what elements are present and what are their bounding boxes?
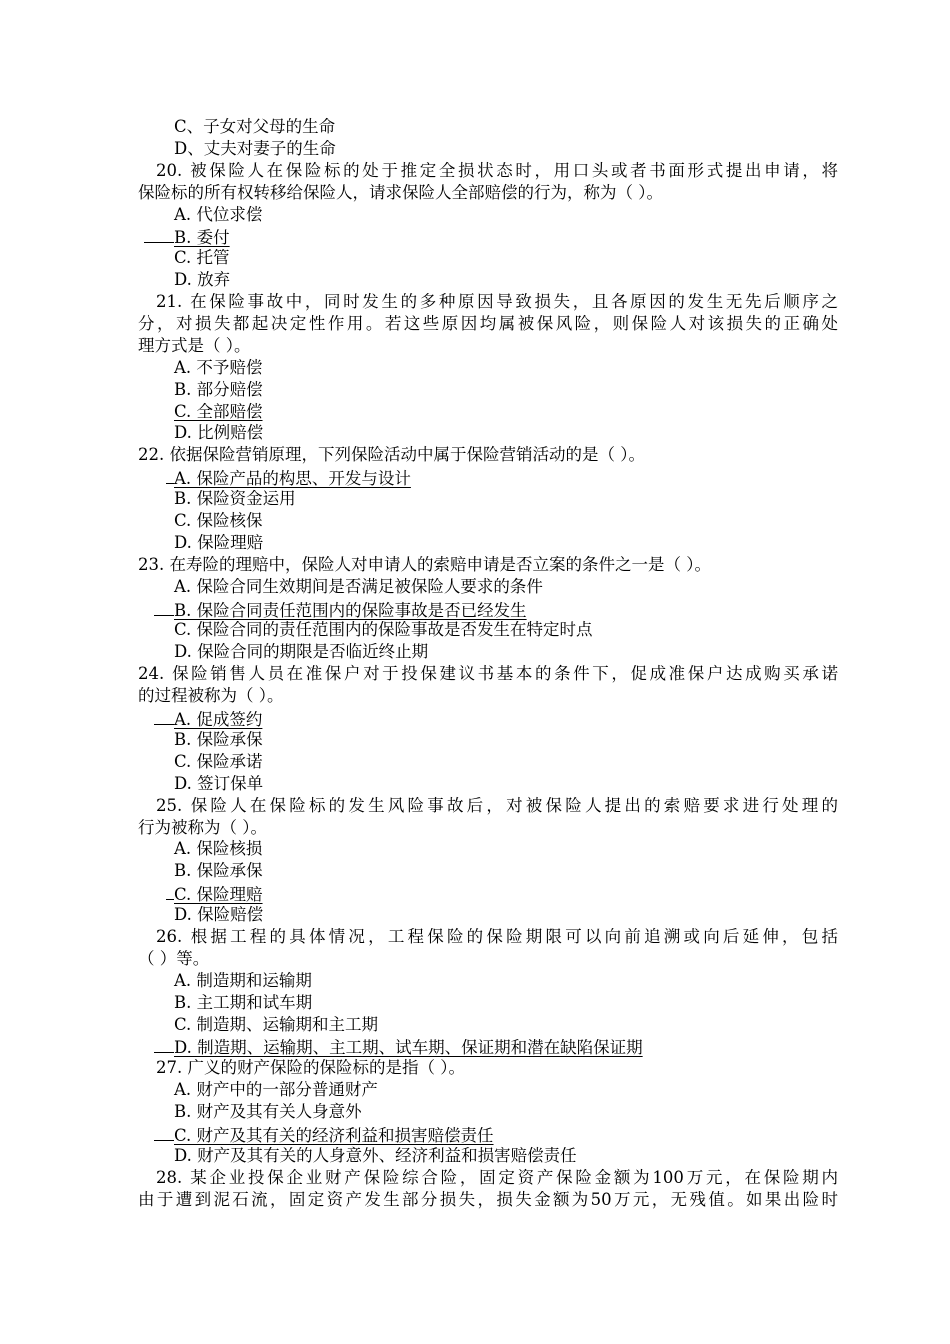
underline-lead: [154, 1035, 174, 1053]
question-text-line: 21. 在保险事故中，同时发生的多种原因导致损失，且各原因的发生无先后顺序之: [156, 292, 838, 312]
option-line: D、丈夫对妻子的生命: [174, 138, 336, 158]
underline-lead: [166, 882, 174, 900]
question-text-line: 27. 广义的财产保险的保险标的是指（ ）。: [156, 1058, 465, 1078]
question-text-line: 24. 保险销售人员在准保户对于投保建议书基本的条件下，促成准保户达成购买承诺: [138, 664, 838, 684]
question-list: [138, 116, 838, 1211]
option-line: C. 制造期、运输期和主工期: [174, 1014, 379, 1034]
option-line: C、子女对父母的生命: [174, 117, 336, 136]
option-line: C. 保险合同的责任范围内的保险事故是否发生在特定时点: [174, 620, 593, 640]
answer-option-line: [138, 1123, 838, 1145]
option-line: D. 签订保单: [174, 773, 264, 793]
answer-option-line: [138, 466, 838, 488]
question-text-line: 22. 依据保险营销原理，下列保险活动中属于保险营销活动的是（ ）。: [138, 445, 645, 465]
question-text-line: （ ）等。: [138, 948, 210, 968]
option-line: D. 财产及其有关的人身意外、经济利益和损害赔偿责任: [174, 1145, 577, 1165]
option-line: B. 保险资金运用: [174, 489, 296, 509]
question-text-line: 保险标的所有权转移给保险人，请求保险人全部赔偿的行为，称为（ ）。: [138, 182, 663, 202]
correct-answer-text: A. 促成签约: [174, 710, 263, 730]
underline-lead: [144, 225, 174, 243]
correct-answer-text: B. 保险合同责任范围内的保险事故是否已经发生: [174, 600, 527, 620]
option-line: A. 财产中的一部分普通财产: [174, 1080, 378, 1100]
correct-answer-text: C. 全部赔偿: [174, 401, 263, 421]
question-text-line: 25. 保险人在保险标的发生风险事故后，对被保险人提出的索赔要求进行处理的: [156, 795, 838, 815]
underline-lead: [154, 707, 174, 725]
option-line: A. 不予赔偿: [174, 357, 263, 377]
option-line: A. 制造期和运输期: [174, 970, 312, 990]
underline-lead: [154, 1123, 174, 1141]
option-line: B. 保险承保: [174, 729, 263, 749]
answer-option-line: [138, 882, 838, 904]
question-text-line: 的过程被称为（ ）。: [138, 686, 284, 706]
question-text-line: 28. 某企业投保企业财产保险综合险，固定资产保险金额为100万元，在保险期内: [156, 1167, 838, 1187]
answer-option-line: [138, 707, 838, 729]
question-text-line: 20. 被保险人在保险标的处于推定全损状态时，用口头或者书面形式提出申请，将: [156, 160, 838, 180]
option-line: D. 保险赔偿: [174, 905, 264, 925]
option-line: B. 主工期和试车期: [174, 992, 313, 1012]
underline-lead: [166, 466, 174, 484]
question-text-line: 行为被称为（ ）。: [138, 817, 267, 837]
question-text-line: 26. 根据工程的具体情况，工程保险的保险期限可以向前追溯或向后延伸，包括: [156, 926, 838, 946]
option-line: C. 托管: [174, 248, 230, 268]
option-line: D. 保险合同的期限是否临近终止期: [174, 642, 429, 662]
option-line: A. 保险核损: [174, 839, 263, 859]
option-line: A. 保险合同生效期间是否满足被保险人要求的条件: [174, 576, 543, 596]
option-line: B. 财产及其有关人身意外: [174, 1102, 362, 1122]
option-line: B. 保险承保: [174, 861, 263, 881]
answer-option-line: [138, 1035, 838, 1057]
answer-option-line: [138, 401, 838, 423]
question-text-line: 分，对损失都起决定性作用。若这些原因均属被保风险，则保险人对该损失的正确处: [138, 314, 838, 334]
option-line: D. 放弃: [174, 270, 231, 290]
correct-answer-text: C. 保险理赔: [174, 885, 263, 905]
question-text-line: 由于遭到泥石流，固定资产发生部分损失，损失金额为50万元，无残值。如果出险时: [138, 1189, 838, 1209]
option-line: C. 保险核保: [174, 511, 263, 531]
option-line: C. 保险承诺: [174, 751, 263, 771]
option-line: A. 代位求偿: [174, 204, 263, 224]
answer-option-line: [138, 598, 838, 620]
question-text-line: 理方式是（ ）。: [138, 335, 251, 355]
option-line: B. 部分赔偿: [174, 379, 263, 399]
correct-answer-text: B. 委付: [174, 228, 230, 248]
correct-answer-text: C. 财产及其有关的经济利益和损害赔偿责任: [174, 1125, 494, 1145]
correct-answer-text: D. 制造期、运输期、主工期、试车期、保证期和潜在缺陷保证期: [174, 1038, 643, 1058]
option-line: D. 比例赔偿: [174, 423, 264, 443]
question-text-line: 23. 在寿险的理赔中，保险人对申请人的索赔申请是否立案的条件之一是（ ）。: [138, 554, 711, 574]
answer-option-line: [138, 225, 838, 247]
option-line: D. 保险理赔: [174, 532, 264, 552]
correct-answer-text: A. 保险产品的构思、开发与设计: [174, 469, 411, 489]
underline-lead: [154, 598, 174, 616]
